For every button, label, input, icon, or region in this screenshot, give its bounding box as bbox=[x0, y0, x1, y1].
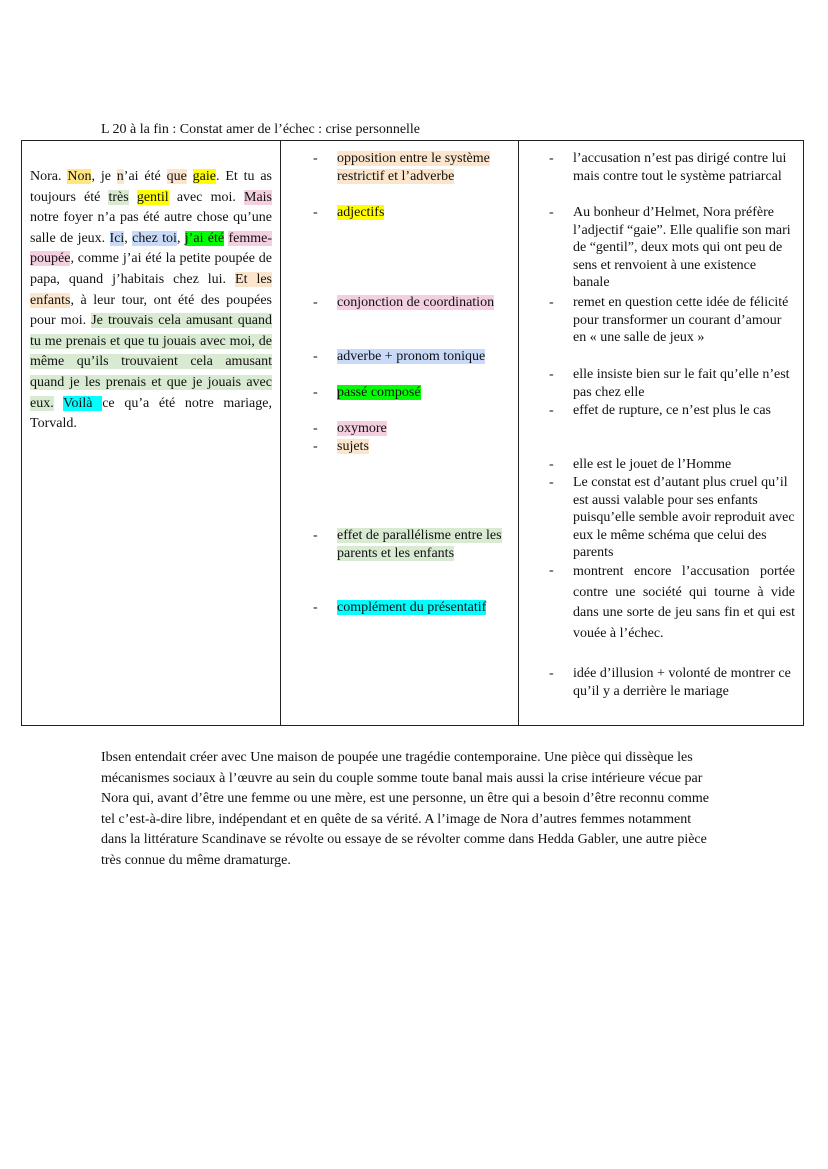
analysis-item: - elle est le jouet de l’Homme bbox=[549, 456, 795, 474]
conclusion-paragraph: Ibsen entendait créer avec Une maison de poupée une tragédie contemporaine. Une pièce qui dissèque les mécanismes sociaux à l’œuvre au sein du couple somme toute banal mais aussi la crise intérieure vécue par Nora qui, avant d’être une femme ou une mère, est une personne, un être qui a besoin d’être reconnu comme tel c’est-à-dire libre, indépendant et en quête de sa vérité. A l’image de Nora d’autres femmes notamment dans la littérature Scandinave se révolte ou essaye de se révolter comme dans Hedda Gabler, une autre pièce très connue du même dramaturge. bbox=[101, 750, 709, 868]
analysis-text: remet en question cette idée de félicité pour transformer un courant d’amour en « une salle de jeux » bbox=[573, 295, 789, 346]
procede-label: conjonction de coordination bbox=[337, 295, 495, 310]
highlighted-span: Ici bbox=[109, 230, 125, 246]
analysis-text: Le constat est d’autant plus cruel qu’il est aussi valable pour ses enfants puisqu’elle semble avoir reproduit avec eux le même schéma que celui des parents bbox=[573, 475, 795, 561]
highlighted-span: gaie bbox=[192, 169, 216, 184]
text-span: , je bbox=[91, 169, 117, 184]
analysis-text: effet de rupture, ce n’est plus le cas bbox=[573, 403, 771, 418]
procede-label: effet de parallélisme entre les parents et les enfants bbox=[337, 528, 502, 561]
analysis-text: idée d’illusion + volonté de montrer ce qu’il y a derrière le mariage bbox=[573, 666, 791, 699]
text-span: , comme j’ai été la petite poupée de papa, quand j’habitais chez lui. bbox=[30, 251, 272, 287]
highlighted-span: n bbox=[116, 169, 124, 184]
text-span bbox=[54, 396, 63, 411]
procede-item: - adjectifs bbox=[313, 205, 385, 220]
highlighted-span: Voilà bbox=[63, 395, 103, 411]
procede-item: - oxymore bbox=[313, 421, 387, 436]
analysis-text: montrent encore l’accusation portée contre une société qui tourne à vide dans une sorte de jeu sans fin et qui est vouée à l’échec. bbox=[573, 564, 795, 641]
analysis-text: Au bonheur d’Helmet, Nora préfère l’adjectif “gaie”. Elle qualifie son mari de “gentil”, deux mots qui ont peu de sens et renvoient à une existence banale bbox=[573, 205, 791, 291]
text-span: , bbox=[124, 230, 133, 246]
procede-label: complément du présentatif bbox=[337, 600, 487, 615]
procede-item: - conjonction de coordination bbox=[313, 295, 495, 310]
highlighted-span: très bbox=[108, 189, 129, 205]
text-span: ce qu’a été notre mariage, Torvald. bbox=[30, 395, 272, 432]
procede-item: - effet de parallélisme entre les parents et les enfants bbox=[313, 528, 502, 561]
analysis-item: - idée d’illusion + volonté de montrer ce qu’il y a derrière le mariage bbox=[549, 665, 795, 700]
procede-item: - complément du présentatif bbox=[313, 600, 487, 615]
section-heading: L 20 à la fin : Constat amer de l’échec : crise personnelle bbox=[101, 122, 421, 137]
procede-label: opposition entre le système restrictif et l’adverbe bbox=[337, 151, 490, 184]
text-span: ’ai été bbox=[123, 169, 167, 184]
analysis-item: - Au bonheur d’Helmet, Nora préfère l’adjectif “gaie”. Elle qualifie son mari de “gentil”, deux mots qui ont peu de sens et renvoient à une existence banale bbox=[549, 204, 795, 292]
analysis-item: - remet en question cette idée de félicité pour transformer un courant d’amour en « une salle de jeux » bbox=[549, 294, 795, 347]
text-span: . Et tu as toujours été bbox=[30, 169, 273, 205]
analysis-item: - effet de rupture, ce n’est plus le cas bbox=[549, 402, 795, 420]
procede-label: oxymore bbox=[337, 421, 387, 436]
procedes-list bbox=[281, 141, 518, 725]
procede-label: adjectifs bbox=[337, 205, 385, 220]
text-column bbox=[22, 141, 281, 726]
text-span: , bbox=[176, 230, 185, 246]
analysis-item: - elle insiste bien sur le fait qu’elle n’est pas chez elle bbox=[549, 366, 795, 401]
procede-item: - adverbe + pronom tonique bbox=[313, 349, 486, 364]
procede-label: sujets bbox=[337, 439, 369, 454]
analysis-item: - Le constat est d’autant plus cruel qu’il est aussi valable pour ses enfants puisqu’elle semble avoir reproduit avec eux le même schéma que celui des parents bbox=[549, 475, 795, 561]
analysis-item: - l’accusation n’est pas dirigé contre lui mais contre tout le système patriarcal bbox=[549, 150, 795, 185]
highlighted-span: Et les enfants bbox=[30, 271, 272, 308]
procede-label: passé composé bbox=[337, 385, 421, 400]
text-span: Nora. bbox=[30, 169, 68, 184]
excerpt-text bbox=[22, 141, 280, 435]
text-span bbox=[187, 169, 193, 184]
highlighted-span: gentil bbox=[136, 189, 169, 205]
procede-label: adverbe + pronom tonique bbox=[337, 349, 486, 364]
text-span: avec moi. bbox=[168, 189, 244, 205]
highlighted-span: chez toi bbox=[132, 230, 177, 246]
procede-item: - passé composé bbox=[313, 385, 421, 400]
analysis-item: - montrent encore l’accusation portée contre une société qui tourne à vide dans une sorte de jeu sans fin et qui est vouée à l’échec. bbox=[549, 562, 795, 644]
highlighted-span: Mais bbox=[244, 189, 272, 205]
highlighted-span: j’ai été bbox=[184, 230, 225, 246]
text-span: , à leur tour, ont été des poupées pour moi. bbox=[30, 292, 272, 329]
analysis-text: l’accusation n’est pas dirigé contre lui mais contre tout le système patriarcal bbox=[573, 151, 787, 184]
analysis-text: elle est le jouet de l’Homme bbox=[573, 457, 732, 472]
highlighted-span: femme-poupée bbox=[30, 230, 273, 267]
text-span bbox=[129, 190, 137, 205]
procede-item: - opposition entre le système restrictif et l’adverbe bbox=[313, 151, 490, 184]
analyses-column bbox=[519, 141, 804, 726]
text-span: notre foyer n’a pas été autre chose qu’une salle de jeux. bbox=[30, 210, 272, 246]
analysis-text: elle insiste bien sur le fait qu’elle n’est pas chez elle bbox=[573, 367, 790, 400]
analyses-list bbox=[519, 141, 803, 725]
highlighted-span: que bbox=[166, 169, 187, 184]
procedes-column bbox=[281, 141, 519, 726]
highlighted-span: Non bbox=[67, 169, 92, 184]
highlighted-span: Je trouvais cela amusant quand tu me prenais et que tu jouais avec moi, de même qu’ils trouvaient cela amusant quand je les prenais et que je jouais avec eux. bbox=[30, 313, 272, 411]
analysis-table bbox=[21, 140, 804, 726]
procede-item: - sujets bbox=[313, 439, 369, 454]
